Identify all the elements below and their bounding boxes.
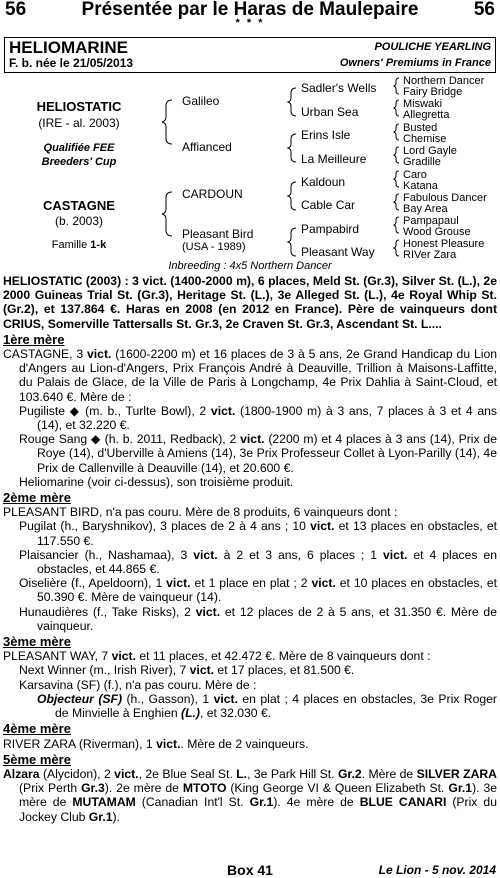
gen4-6: Chemise	[403, 133, 447, 145]
section-fourth-dam: 4ème mère	[3, 721, 71, 737]
gen3-sds: Erins Isle	[301, 128, 351, 142]
page-number-left: 56	[5, 0, 27, 20]
third-dam-record: PLEASANT WAY, 7 vict. et 11 places, et 42.472 €. Mère de 8 vainqueurs dont :	[3, 649, 431, 664]
produce-oiseliere: Oiselière (f., Apeldoorn), 1 vict. et 1 place en plat ; 2 vict. et 10 places en obstacles, et 50.390 €. Mère de vainqueur (14).	[19, 576, 497, 605]
family: Famille 1-k	[51, 239, 107, 251]
produce-next-winner: Next Winner (m., Irish River), 7 vict. et 17 places, et 81.500 €.	[19, 663, 355, 678]
lot-box	[4, 37, 496, 73]
gen4-15: Honest Pleasure	[403, 238, 485, 250]
sire-info: (IRE - al. 2003)	[38, 116, 120, 130]
inbreeding-note: Inbreeding : 4x5 Northern Dancer	[168, 260, 332, 272]
birth-date: F. b. née le 21/05/2013	[9, 56, 134, 70]
sire-fee-2: Breeders' Cup	[41, 156, 117, 168]
dam-name: CASTAGNE	[43, 198, 115, 213]
sire-name: HELIOSTATIC	[36, 99, 122, 114]
gen2-sd: Affianced	[182, 140, 232, 154]
dam-info: (b. 2003)	[54, 214, 104, 228]
fourth-dam-record: RIVER ZARA (Riverman), 1 vict.. Mère de 2 vainqueurs.	[3, 736, 309, 751]
gen2-dd-info: (USA - 1989)	[182, 241, 246, 253]
sire-fee-1: Qualifiée FEE	[43, 142, 115, 154]
second-dam-record: PLEASANT BIRD, n'a pas couru. Mère de 8 produits, 6 vainqueurs dont :	[3, 505, 398, 520]
gen2-ss: Galileo	[182, 94, 220, 108]
pedigree-table	[0, 72, 500, 272]
produce-plaisancier: Plaisancier (h., Nashamaa), 3 vict. à 2 et 3 ans, 6 places ; 1 vict. et 4 places en obstacles, et 44.865 €.	[19, 547, 497, 577]
gen3-dds: Pampabird	[301, 222, 360, 236]
section-first-dam: 1ère mère	[3, 331, 65, 347]
section-second-dam: 2ème mère	[3, 490, 71, 506]
gen4-4: Allegretta	[403, 109, 450, 121]
fifth-dam-record: Alzara (Alycidon), 2 vict., 2e Blue Seal St. L., 3e Park Hill St. Gr.2. Mère de SILVER ZARA (Prix Perth Gr.3). 2e mère de MTOTO (King George VI & Queen Elizabeth St. Gr.1). 3e mère de MUTAMAM (Canadian Int'l St. Gr.1). 4e mère de BLUE CANARI (Prix du Jockey Club Gr.1).	[3, 766, 498, 824]
page-title: Présentée par le Haras de Maulepaire	[81, 0, 419, 20]
gen2-dd: Pleasant Bird	[182, 227, 254, 241]
gen4-14: Wood Grouse	[403, 226, 471, 238]
first-dam-record: CASTAGNE, 3 vict. (1600-2200 m) et 16 places de 3 à 5 ans, 2e Grand Handicap du Lion d'Angers au Lion-d'Angers, Prix François André à Deauville, Trillion à Maisons-Laffitte, du Palais de Glace, de la Ville de Paris à Longchamp, 4e Prix Dahlia à Saint-Cloud, et 103.640 €. Mère de :	[3, 347, 497, 404]
sale-source: Le Lion - 5 nov. 2014	[378, 863, 496, 877]
produce-pugiliste: Pugiliste ◆ (m. b., Turlte Bowl), 2 vict. (1800-1900 m) à 3 ans, 7 places à 3 et 4 ans (14), et 32.220 €.	[19, 403, 497, 433]
produce-heliomarine: Heliomarine (voir ci-dessus), son troisième produit.	[19, 474, 294, 489]
gen4-16: RIVer Zara	[403, 249, 457, 261]
gen3-sss: Sadler's Wells	[301, 81, 377, 95]
gen3-ssd: Urban Sea	[301, 105, 359, 119]
gen4-5: Busted	[403, 122, 438, 134]
gen4-1: Northern Dancer	[403, 75, 485, 87]
gen3-dsd: Cable Car	[301, 198, 356, 212]
header-stars: * * *	[235, 17, 265, 29]
produce-hunaudieres: Hunaudières (f., Take Risks), 2 vict. et 12 places de 2 à 5 ans, et 31.350 €. Mère de vainqueur.	[19, 604, 497, 633]
horse-name: HELIOMARINE	[9, 38, 128, 57]
gen4-11: Fabulous Dancer	[403, 192, 487, 204]
gen3-ddd: Pleasant Way	[301, 245, 375, 259]
gen4-13: Pampapaul	[403, 215, 459, 227]
gen2-ds: CARDOUN	[182, 187, 243, 201]
gen4-7: Lord Gayle	[403, 145, 457, 157]
gen4-8: Gradille	[403, 156, 441, 168]
produce-karsavina: Karsavina (SF) (f.), n'a pas couru. Mère de :	[19, 677, 257, 692]
gen3-dss: Kaldoun	[301, 175, 346, 189]
horse-category: POULICHE YEARLING	[374, 41, 491, 53]
section-fifth-dam: 5ème mère	[3, 751, 71, 767]
page-footer	[0, 862, 500, 878]
gen3-sdd: La Meilleure	[301, 152, 367, 166]
catalogue-text	[3, 274, 497, 824]
sire-record: HELIOSTATIC (2003) : 3 vict. (1400-2000 m), 6 places, Meld St. (Gr.3), Silver St. (L.), 2e 2000 Guineas Trial St. (Gr.3), Heritage St. (L.), 3e Alleged St. (L.), 4e Royal Whip St. (Gr.2), et 137.864 €. Haras en 2008 (en 2012 en France). Père de vainqueurs dont CRIUS, Somerville Tattersalls St. Gr.3, 2e Craven St. Gr.3, Ascendant St. L....	[3, 274, 497, 331]
gen4-12: Bay Area	[403, 203, 448, 215]
family-number: 1-k	[90, 239, 107, 251]
produce-rouge-sang: Rouge Sang ◆ (h. b. 2011, Redback), 2 vict. (2200 m) et 4 places à 3 ans (14), Prix de Roye (14), d'Uberville à Amiens (14), 3e Prix Professeur Collet à Lyon-Parilly (14), 4e Prix de Callenville à Deauville (14), et 20.600 €.	[19, 432, 497, 475]
box-number: Box 41	[227, 862, 273, 878]
gen4-9: Caro	[403, 169, 427, 181]
page-number-right: 56	[473, 0, 495, 20]
gen4-3: Miswaki	[403, 98, 443, 110]
section-third-dam: 3ème mère	[3, 634, 71, 650]
produce-pugilat: Pugilat (h., Baryshnikov), 3 places de 2 à 4 ans ; 10 vict. et 13 places en obstacles, et 117.550 €.	[19, 519, 497, 548]
gen4-10: Katana	[403, 180, 438, 192]
owners-premiums: Owners' Premiums in France	[339, 57, 491, 69]
page-header	[0, 0, 500, 30]
produce-objecteur: Objecteur (SF) (h., Gasson), 1 vict. en plat ; 4 places en obstacles, 3e Prix Roger de Minvielle à Enghien (L.), et 32.030 €.	[37, 691, 497, 721]
gen4-2: Fairy Bridge	[403, 86, 463, 98]
